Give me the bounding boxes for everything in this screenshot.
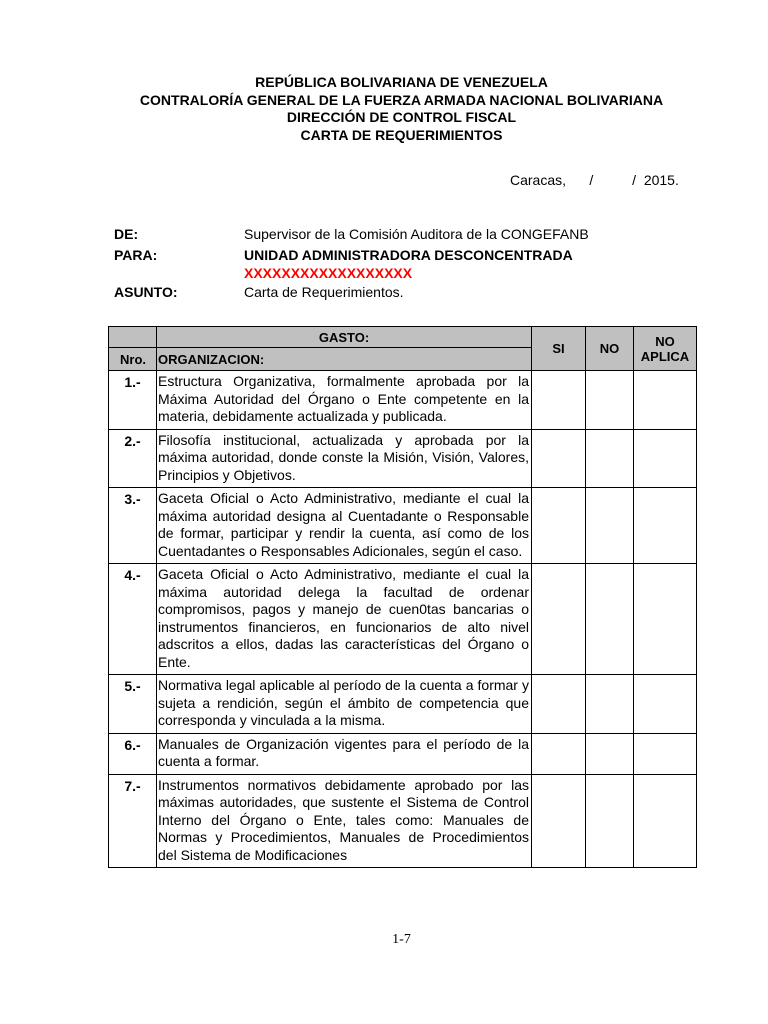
header-organizacion: ORGANIZACION: (157, 348, 532, 371)
no-aplica-cell[interactable] (634, 429, 697, 488)
row-description: Filosofía institucional, actualizada y aprobada por la máxima autoridad, donde conste la Misión, Visión, Valores, Principios y Objetivos. (157, 429, 532, 488)
header-line-carta: CARTA DE REQUERIMIENTOS (300, 126, 503, 143)
row-number: 1.- (109, 371, 157, 430)
no-cell[interactable] (586, 371, 634, 430)
table-header-row-1 (109, 327, 697, 348)
de-value: Supervisor de la Comisión Auditora de la CONGEFANB (244, 226, 589, 242)
no-aplica-cell[interactable] (634, 564, 697, 675)
para-value-placeholder: XXXXXXXXXXXXXXXXXX (244, 265, 413, 281)
si-cell[interactable] (532, 733, 586, 774)
si-cell[interactable] (532, 371, 586, 430)
row-number: 6.- (109, 733, 157, 774)
header-line-republic: REPÚBLICA BOLIVARIANA DE VENEZUELA (255, 74, 548, 90)
asunto-label: ASUNTO: (114, 284, 178, 300)
no-cell[interactable] (586, 733, 634, 774)
de-label: DE: (114, 226, 139, 242)
table-row (109, 429, 697, 488)
row-description: Instrumentos normativos debidamente aprobado por las máximas autoridades, que sustente el Sistema de Control Interno del Órgano o Ente, tales como: Manuales de Normas y Procedimientos, Manuales de Procedimientos del Sistema de Modificaciones (157, 774, 532, 868)
table-row (109, 774, 697, 868)
requirements-table (108, 326, 697, 868)
header-line-direccion: DIRECCIÓN DE CONTROL FISCAL (286, 109, 517, 125)
header-line-contraloria: CONTRALORÍA GENERAL DE LA FUERZA ARMADA NACIONAL BOLIVARIANA (139, 91, 664, 108)
no-cell[interactable] (586, 488, 634, 564)
si-cell[interactable] (532, 564, 586, 675)
para-value: UNIDAD ADMINISTRADORA DESCONCENTRADA (244, 247, 573, 263)
no-cell[interactable] (586, 429, 634, 488)
row-description: Manuales de Organización vigentes para el período de la cuenta a formar. (157, 733, 532, 774)
si-cell[interactable] (532, 488, 586, 564)
table-row (109, 675, 697, 734)
table-row (109, 733, 697, 774)
no-cell[interactable] (586, 564, 634, 675)
row-number: 5.- (109, 675, 157, 734)
row-description: Normativa legal aplicable al período de la cuenta a formar y sujeta a rendición, según el ámbito de competencia que corresponda y vinculada a la misma. (157, 675, 532, 734)
header-no: NO (586, 327, 634, 371)
table-row (109, 564, 697, 675)
row-description: Estructura Organizativa, formalmente aprobada por la Máxima Autoridad del Órgano o Ente competente en la materia, debidamente actualizada y publicada. (157, 371, 532, 430)
no-cell[interactable] (586, 675, 634, 734)
row-description: Gaceta Oficial o Acto Administrativo, mediante el cual la máxima autoridad delega la facultad de ordenar compromisos, pagos y manejo de cuen0tas bancarias o instrumentos financieros, en funcionarios de alto nivel adscritos a ellos, dadas las características del Órgano o Ente. (157, 564, 532, 675)
si-cell[interactable] (532, 774, 586, 868)
document-header (0, 74, 768, 144)
header-no-aplica: NO APLICA (634, 327, 697, 371)
header-si: SI (532, 327, 586, 371)
asunto-value: Carta de Requerimientos. (244, 284, 404, 300)
no-aplica-cell[interactable] (634, 675, 697, 734)
si-cell[interactable] (532, 675, 586, 734)
header-nro: Nro. (109, 348, 157, 371)
no-aplica-cell[interactable] (634, 371, 697, 430)
para-label: PARA: (114, 247, 158, 263)
dateline: Caracas, / / 2015. (510, 172, 679, 188)
row-number: 7.- (109, 774, 157, 868)
no-cell[interactable] (586, 774, 634, 868)
row-number: 4.- (109, 564, 157, 675)
no-aplica-cell[interactable] (634, 774, 697, 868)
no-aplica-cell[interactable] (634, 488, 697, 564)
row-number: 2.- (109, 429, 157, 488)
header-gasto: GASTO: (157, 327, 532, 348)
page-break-mask (100, 904, 720, 924)
table-row (109, 371, 697, 430)
table-row (109, 488, 697, 564)
row-description: Gaceta Oficial o Acto Administrativo, mediante el cual la máxima autoridad designa al Cuentadante o Responsable de formar, participar y rendir la cuenta, así como de los Cuentadantes o Responsables Adicionales, según el caso. (157, 488, 532, 564)
no-aplica-cell[interactable] (634, 733, 697, 774)
header-blank-cell (109, 327, 157, 348)
si-cell[interactable] (532, 429, 586, 488)
row-number: 3.- (109, 488, 157, 564)
page-number: 1-7 (392, 932, 411, 947)
